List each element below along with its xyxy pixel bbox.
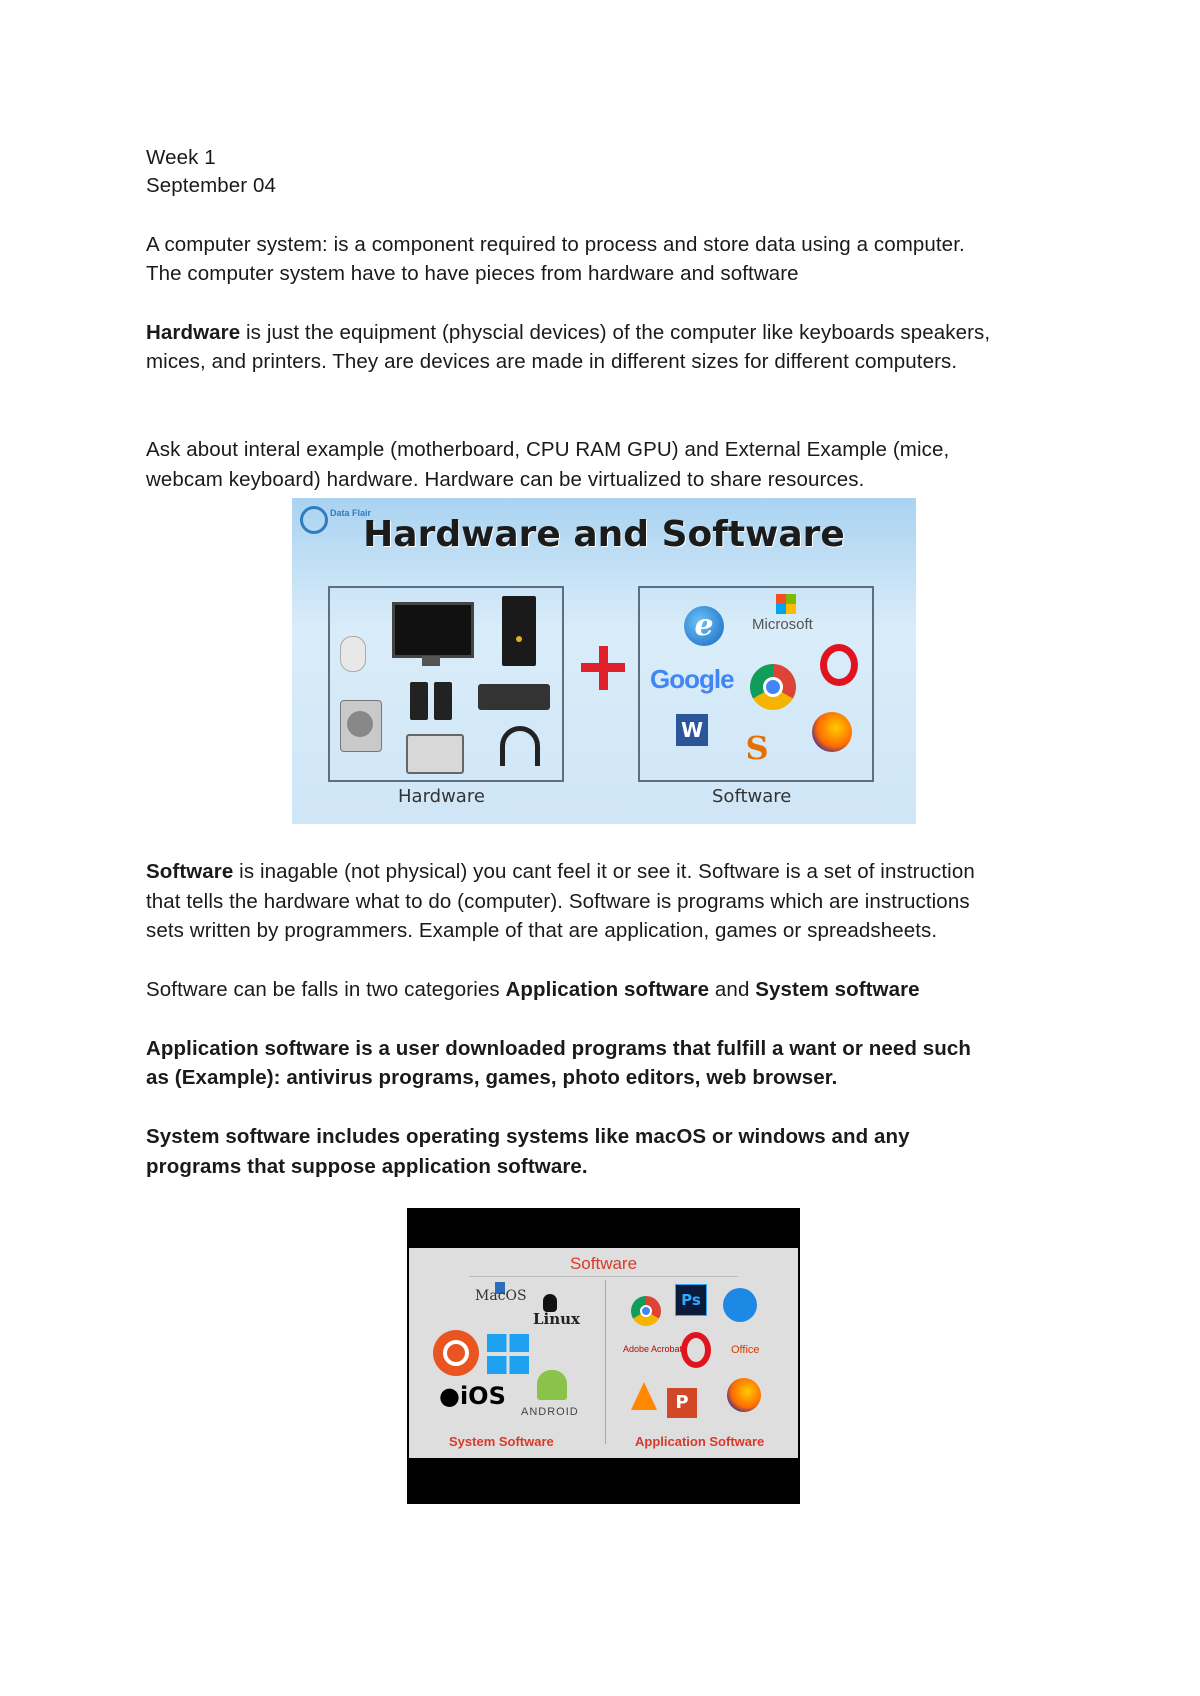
paragraph-line: [146, 978, 920, 1002]
hardware-software-image: [292, 498, 916, 824]
application-software-label: Application Software: [635, 1434, 765, 1449]
text-span: is just the equipment (physcial devices) of the computer like keyboards speakers,: [240, 321, 991, 344]
keyboard-icon: [478, 684, 550, 710]
term-hardware: Hardware: [146, 321, 241, 344]
java-icon: S: [745, 729, 769, 767]
paragraph-line: Ask about interal example (motherboard, CPU RAM GPU) and External Example (mice,: [146, 438, 950, 461]
paragraph-line: sets written by programmers. Example of that are application, games or spreadsheets.: [146, 919, 938, 942]
paragraph-line: [146, 321, 990, 345]
paragraph-line: programs that suppose application software.: [146, 1155, 588, 1178]
image-title: Hardware and Software: [363, 514, 845, 555]
firefox-icon: [727, 1378, 761, 1412]
paragraph-line: mices, and printers. They are devices are made in different sizes for different computers.: [146, 350, 958, 373]
software-categories-image: [407, 1208, 800, 1504]
vlc-icon: [631, 1382, 657, 1410]
date-label: September 04: [146, 174, 276, 197]
plus-icon: [581, 646, 625, 690]
headset-icon: [500, 726, 540, 766]
apple-icon: ●: [439, 1382, 460, 1410]
safari-icon: [723, 1288, 757, 1322]
internet-explorer-icon: e: [684, 606, 724, 646]
hard-drive-icon: [340, 700, 382, 752]
cpu-tower-icon: [502, 596, 536, 666]
opera-icon: [820, 644, 858, 686]
mouse-icon: [340, 636, 366, 672]
google-logo: [650, 664, 734, 695]
term-system-software: System software: [755, 978, 920, 1001]
term-application-software: Application software: [505, 978, 710, 1001]
paragraph-line: A computer system: is a component required to process and store data using a computer.: [146, 233, 965, 256]
paragraph-line: that tells the hardware what to do (computer). Software is programs which are instructions: [146, 890, 970, 913]
microsoft-label: Microsoft: [752, 616, 813, 633]
android-icon: [537, 1370, 567, 1400]
paragraph-line: webcam keyboard) hardware. Hardware can be virtualized to share resources.: [146, 468, 865, 491]
text-span: and: [709, 978, 756, 1001]
windows-icon: [487, 1334, 529, 1374]
speaker-icon: [410, 682, 428, 720]
paragraph-line: The computer system have to have pieces from hardware and software: [146, 262, 799, 285]
software-caption: Software: [712, 786, 792, 807]
divider: [469, 1276, 738, 1277]
office-label: Office: [731, 1344, 760, 1356]
system-software-label: System Software: [449, 1434, 554, 1449]
monitor-stand-icon: [422, 656, 440, 666]
word-icon: W: [676, 714, 708, 746]
paragraph-line: [146, 860, 975, 884]
paragraph-line: System software includes operating systems like macOS or windows and any: [146, 1125, 910, 1148]
speaker-icon: [434, 682, 452, 720]
term-software: Software: [146, 860, 234, 883]
google-text: Google: [650, 664, 734, 694]
software-panel: [409, 1248, 798, 1458]
software-box: [638, 586, 874, 782]
logo-text: Data Flair: [330, 508, 372, 518]
acrobat-label: Adobe Acrobat: [623, 1344, 683, 1354]
paragraph-line: Application software is a user downloaded programs that fulfill a want or need such: [146, 1037, 972, 1060]
android-label: ANDROID: [521, 1406, 579, 1418]
firefox-icon: [812, 712, 852, 752]
hardware-caption: Hardware: [398, 786, 485, 807]
chrome-icon: [631, 1296, 661, 1326]
powerpoint-icon: P: [667, 1388, 697, 1418]
monitor-icon: [392, 602, 474, 658]
linux-label: Linux: [533, 1310, 580, 1328]
photoshop-icon: Ps: [675, 1284, 707, 1316]
software-title: Software: [569, 1254, 638, 1273]
ios-text: iOS: [459, 1382, 506, 1410]
week-label: Week 1: [146, 146, 216, 169]
hardware-box: [328, 586, 564, 782]
paragraph-line: as (Example): antivirus programs, games, photo editors, web browser.: [146, 1066, 838, 1089]
opera-icon: [681, 1332, 711, 1368]
ios-label: [439, 1382, 506, 1410]
macos-label: MacOS: [475, 1288, 527, 1304]
chrome-icon: [750, 664, 796, 710]
divider: [605, 1280, 606, 1444]
text-span: Software can be falls in two categories: [146, 978, 506, 1001]
microsoft-logo-icon: [776, 594, 796, 614]
printer-icon: [406, 734, 464, 774]
ubuntu-icon: [433, 1330, 479, 1376]
text-span: is inagable (not physical) you cant feel it or see it. Software is a set of instruction: [233, 860, 975, 883]
